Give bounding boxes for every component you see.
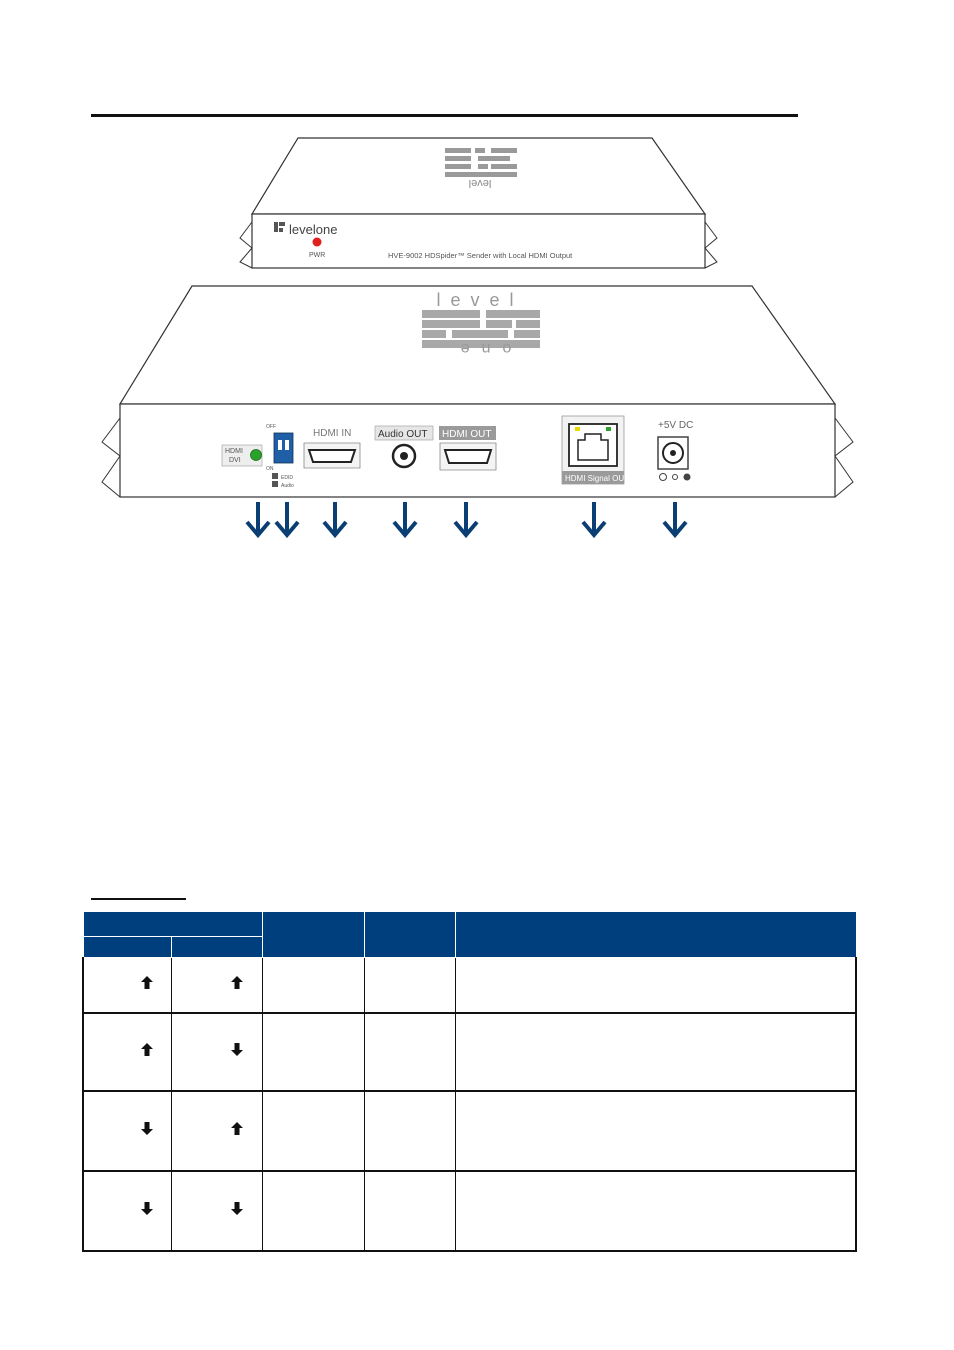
table-row [83, 1091, 856, 1170]
hdmi-signal-out-label: HDMI Signal OUT [565, 474, 630, 483]
down-arrow-icon [231, 1043, 243, 1056]
status-led [251, 450, 262, 461]
dip-legend-audio: Audio [281, 483, 294, 489]
table-header-switch [83, 912, 262, 937]
down-arrow-icon [141, 1202, 153, 1215]
model-label: HVE-9002 HDSpider™ Sender with Local HDMI Output [388, 251, 573, 260]
up-arrow-icon [141, 976, 153, 989]
table-header-sw2 [171, 937, 262, 958]
front-device [240, 138, 717, 268]
down-arrow-icon [581, 500, 607, 538]
table-header-description [455, 912, 856, 958]
dc-label: +5V DC [658, 420, 694, 431]
dip-on-label: ON [266, 466, 274, 472]
rear-logo-text-bottom: one [448, 340, 512, 357]
up-arrow-icon [231, 976, 243, 989]
dip-legend-edid: EDID [281, 475, 293, 481]
dip-switch-table [82, 911, 857, 1252]
up-arrow-icon [141, 1043, 153, 1056]
rear-device [102, 286, 853, 497]
table-row [83, 1013, 856, 1091]
up-arrow-icon [231, 1122, 243, 1135]
dip-off-label: OFF [266, 424, 276, 430]
hdmi-out-port[interactable] [445, 450, 491, 463]
down-arrow-icon [453, 500, 479, 538]
table-row [83, 1171, 856, 1251]
down-arrow-icon [322, 500, 348, 538]
hdmi-in-label: HDMI IN [313, 428, 352, 439]
hdmi-led-label: HDMI [225, 448, 243, 455]
pwr-label: PWR [309, 252, 326, 259]
device-illustration [0, 0, 954, 560]
down-arrow-icon [662, 500, 688, 538]
table-row [83, 958, 856, 1013]
dvi-led-label: DVI [229, 457, 241, 464]
down-arrow-icon [392, 500, 418, 538]
table-header-col4 [364, 912, 455, 958]
table-header-col3 [262, 912, 364, 958]
table-header-sw1 [83, 937, 171, 958]
power-led [313, 238, 322, 247]
down-arrow-icon [231, 1202, 243, 1215]
front-logo-text: level [468, 177, 492, 189]
hdmi-in-port[interactable] [309, 450, 355, 462]
brand-logo: levelone [289, 222, 338, 237]
hdmi-out-label: HDMI OUT [442, 429, 492, 440]
rear-logo-text-top: level [436, 290, 524, 310]
section-heading-underline [91, 898, 186, 900]
down-arrow-icon [274, 500, 300, 538]
dip-switch[interactable] [274, 433, 293, 463]
down-arrow-icon [141, 1122, 153, 1135]
audio-out-label: Audio OUT [378, 429, 428, 440]
down-arrow-icon [245, 500, 271, 538]
